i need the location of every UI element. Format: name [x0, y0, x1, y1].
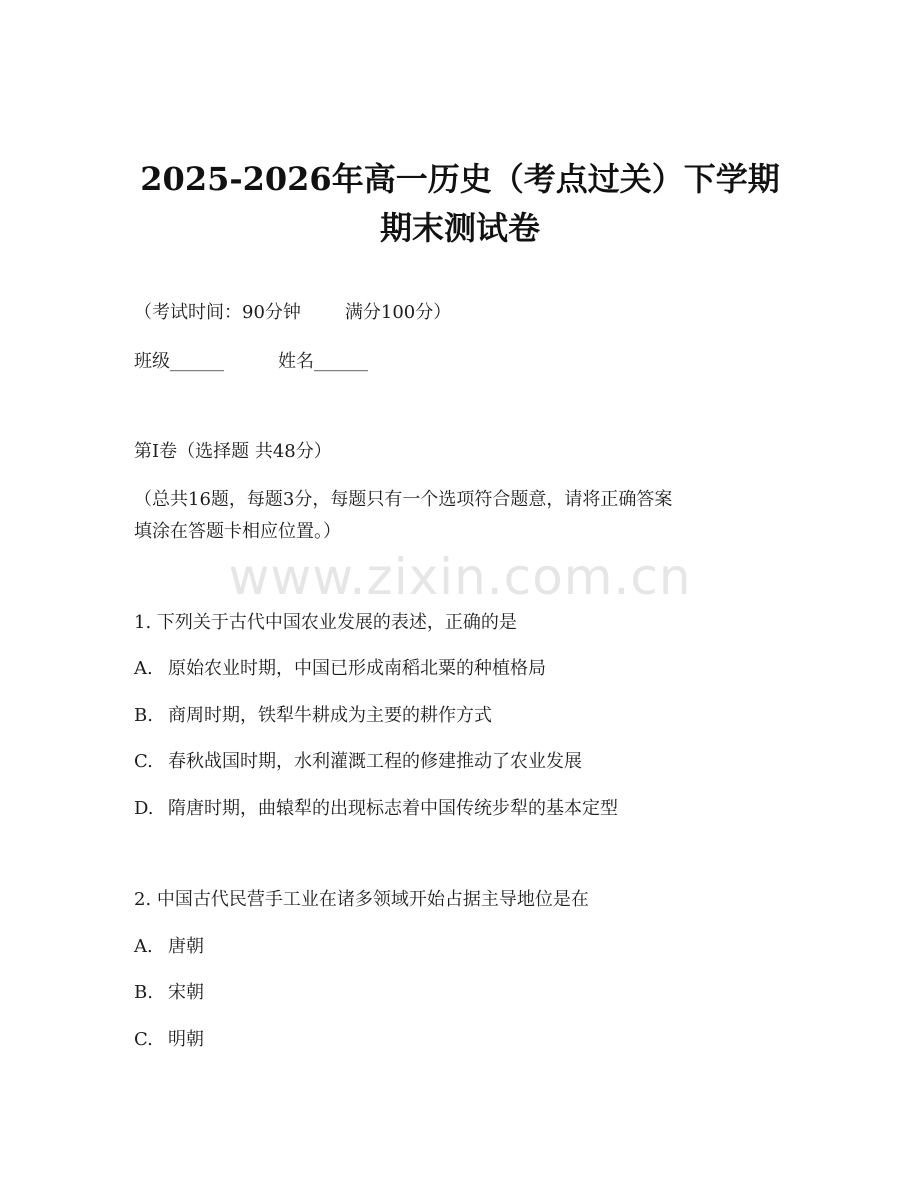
option-text: 商周时期，铁犁牛耕成为主要的耕作方式 — [168, 705, 492, 726]
question-1-option-b — [134, 702, 492, 730]
question-2-option-c — [134, 1026, 204, 1054]
question-1-stem: 1. 下列关于古代中国农业发展的表述，正确的是 — [134, 612, 517, 633]
question-2-stem: 2. 中国古代民营手工业在诸多领域开始占据主导地位是在 — [134, 889, 589, 910]
option-text: 原始农业时期，中国已形成南稻北粟的种植格局 — [168, 658, 546, 679]
section-instructions-line1: （总共16题，每题3分，每题只有一个选项符合题意，请将正确答案 — [134, 489, 673, 510]
question-1-option-c — [134, 748, 582, 776]
exam-total-score: 满分100分） — [344, 302, 452, 323]
option-letter: A. — [134, 936, 153, 957]
section-instructions-line2: 填涂在答题卡相应位置。） — [134, 521, 341, 542]
option-letter: A. — [134, 658, 153, 679]
question-2-option-a — [134, 933, 204, 961]
option-letter: C. — [134, 1029, 153, 1050]
question-2-option-b — [134, 979, 204, 1007]
option-text: 春秋战国时期，水利灌溉工程的修建推动了农业发展 — [168, 751, 582, 772]
exam-time: （考试时间：90分钟 — [134, 302, 301, 323]
exam-info — [134, 299, 451, 327]
student-fields — [134, 348, 368, 376]
option-letter: B. — [134, 705, 153, 726]
option-letter: B. — [134, 982, 153, 1003]
option-letter: D. — [134, 798, 154, 819]
document-title-line1: 2025-2026年高一历史（考点过关）下学期 — [140, 160, 780, 198]
option-text: 明朝 — [168, 1029, 204, 1050]
section-heading: 第Ⅰ卷（选择题 共48分） — [134, 441, 332, 462]
option-text: 隋唐时期，曲辕犁的出现标志着中国传统步犁的基本定型 — [168, 798, 618, 819]
watermark: www.zixin.com.cn — [228, 548, 692, 606]
document-title-line2: 期末测试卷 — [379, 209, 540, 247]
question-1-option-d — [134, 795, 618, 823]
option-letter: C. — [134, 751, 153, 772]
name-field: 姓名______ — [278, 351, 368, 372]
option-text: 唐朝 — [168, 936, 204, 957]
class-field: 班级______ — [134, 351, 224, 372]
option-text: 宋朝 — [168, 982, 204, 1003]
question-1-option-a — [134, 655, 546, 683]
